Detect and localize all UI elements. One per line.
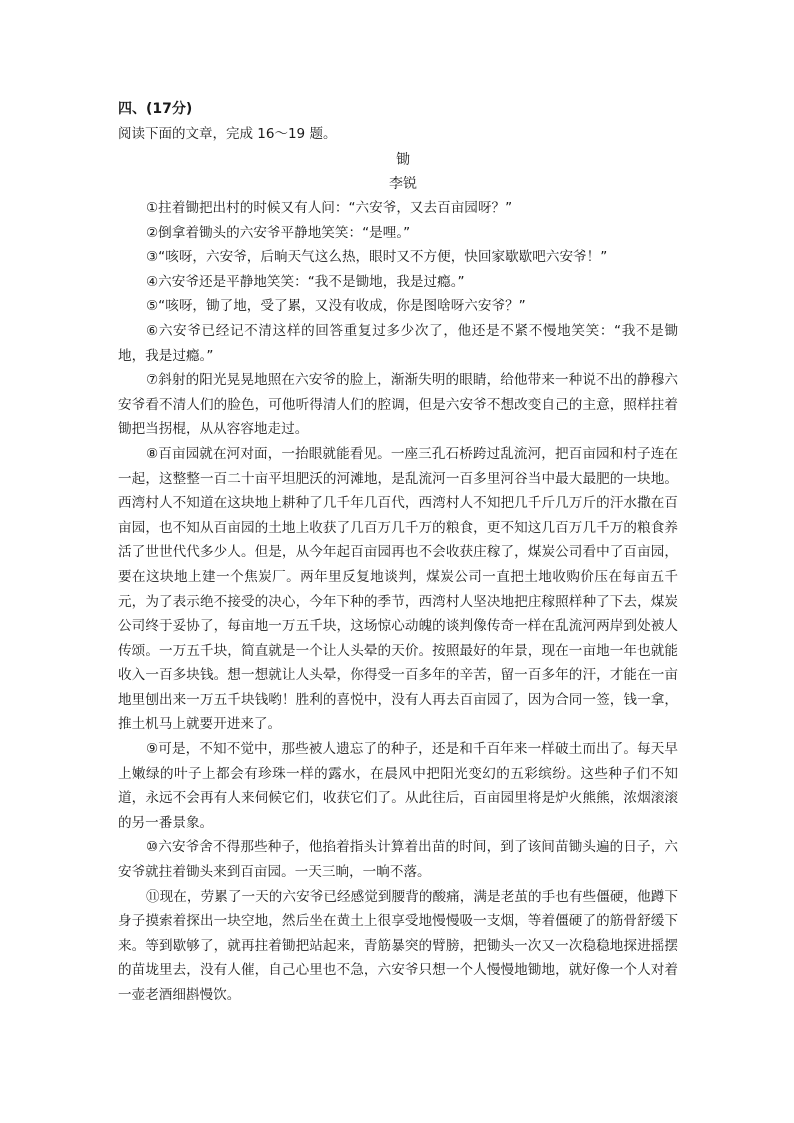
paragraph-10: ⑩六安爷舍不得那些种子，他掐着指头计算着出苗的时间，到了该间苗锄头遍的日子，六安爷就拄着锄头来到百亩园。一天三晌，一晌不落。 bbox=[118, 839, 678, 881]
paragraph-6: ⑥六安爷已经记不清这样的回答重复过多少次了，他还是不紧不慢地笑笑：“我不是锄地，我是过瘾。” bbox=[118, 322, 678, 364]
question-instruction: 阅读下面的文章，完成 16～19 题。 bbox=[118, 126, 337, 142]
paragraph-1: ①拄着锄把出村的时候又有人问：“六安爷，又去百亩园呀？” bbox=[146, 200, 513, 216]
paragraph-5: ⑤“咳呀，锄了地，受了累，又没有收成，你是图啥呀六安爷？” bbox=[146, 298, 526, 315]
article-author: 李锐 bbox=[389, 176, 417, 192]
section-heading: 四、(17分) bbox=[118, 101, 193, 117]
paragraph-2: ②倒拿着锄头的六安爷平静地笑笑：“是哩。” bbox=[146, 224, 411, 241]
paragraph-11: ⑪现在，劳累了一天的六安爷已经感觉到腰背的酸痛，满是老茧的手也有些僵硬，他蹲下身子摸索着探出一块空地，然后坐在黄土上很享受地慢慢吸一支烟，等着僵硬了的筋骨舒缓下来。等到歇够了，就再拄着锄把站起来，青筋暴突的臂膀，把锄头一次又一次稳稳地探进摇摆的苗垅里去，没有人催，自己心里也不急，六安爷只想一个人慢慢地锄地，就好像一个人对着一壶老酒细斟慢饮。 bbox=[118, 888, 678, 1003]
article-title: 锄 bbox=[396, 152, 410, 168]
paragraph-9: ⑨可是，不知不觉中，那些被人遗忘了的种子，还是和千百年来一样破土而出了。每天早上嫩绿的叶子上都会有珍珠一样的露水，在晨风中把阳光变幻的五彩缤纷。这些种子们不知道，永远不会再有人来伺候它们，收获它们了。从此往后，百亩园里将是炉火熊熊，浓烟滚滚的另一番景象。 bbox=[118, 741, 678, 831]
paragraph-3: ③“咳呀，六安爷，后晌天气这么热，眼时又不方便，快回家歇歇吧六安爷！” bbox=[146, 249, 608, 266]
paragraph-8: ⑧百亩园就在河对面，一抬眼就能看见。一座三孔石桥跨过乱流河，把百亩园和村子连在一起，这整整一百二十亩平坦肥沃的河滩地，是乱流河一百多里河谷当中最大最肥的一块地。西湾村人不知道在这块地上耕种了几千年几百代，西湾村人不知把几千斤几万斤的汗水撒在百亩园，也不知从百亩园的土地上收获了几百万几千万的粮食，更不知这几百万几千万的粮食养活了世世代代多少人。但是，从今年起百亩园再也不会收获庄稼了，煤炭公司看中了百亩园，要在这块地上建一个焦炭厂。两年里反复地谈判，煤炭公司一直把土地收购价压在每亩五千元，为了表示绝不接受的决心，今年下种的季节，西湾村人坚决地把庄稼照样种了下去，煤炭公司终于妥协了，每亩地一万五千块，这场惊心动魄的谈判像传奇一样在乱流河两岸到处被人传颂。一万五千块，简直就是一个让人头晕的天价。按照最好的年景，现在一亩地一年也就能收入一百多块钱。想一想就让人头晕，你得受一百多年的辛苦，留一百多年的汗，才能在一亩地里刨出来一万五千块钱哟！胜利的喜悦中，没有人再去百亩园了，因为合同一签，钱一拿，推土机马上就要开进来了。 bbox=[118, 445, 678, 733]
paragraph-4: ④六安爷还是平静地笑笑：“我不是锄地，我是过瘾。” bbox=[146, 273, 465, 290]
document-page bbox=[118, 98, 678, 1008]
paragraph-7: ⑦斜射的阳光晃晃地照在六安爷的脸上，渐渐失明的眼睛，给他带来一种说不出的静穆六安爷看不清人们的脸色，可他听得清人们的腔调，但是六安爷不想改变自己的主意，照样拄着锄把当拐棍，从从容容地走过。 bbox=[118, 372, 678, 438]
